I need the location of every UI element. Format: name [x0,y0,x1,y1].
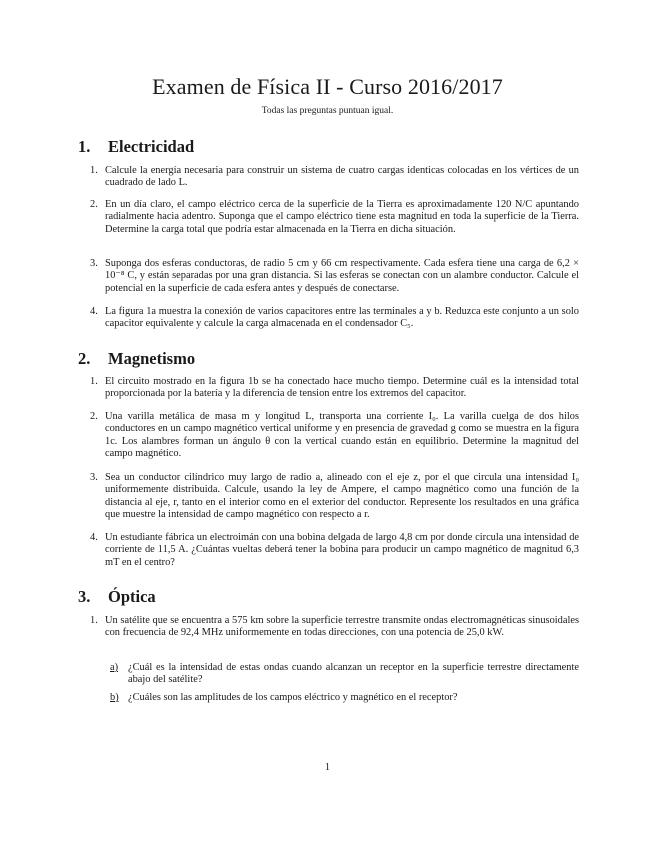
question-item [90,306,579,331]
question-item [90,376,579,401]
subquestion-item [110,692,579,704]
page-title: Examen de Física II - Curso 2016/2017 [152,74,503,99]
question-number: 1. [90,165,98,176]
question-item [90,258,579,295]
question-number: 1. [90,615,98,626]
question-number: 2. [90,411,98,422]
question-item [90,165,579,190]
page-subtitle: Todas las preguntas puntuan igual. [261,106,394,116]
section-title: Óptica [108,587,156,606]
question-number: 3. [90,258,98,269]
question-number: 2. [90,199,98,210]
section-number: 3. [78,587,91,606]
question-item [90,411,579,461]
question-text: Un estudiante fábrica un electroimán con una bobina delgada de largo 4,8 cm por donde circula una intensidad de corriente de 11,5 A. ¿Cuántas vueltas deberá tener la bobina para producir un campo magnético de magnitud 6,3 mT en el centro? [105,532,579,568]
question-text: Un satélite que se encuentra a 575 km sobre la superficie terrestre transmite ondas electromagnéticas sinusoidales con frecuencia de 92,4 MHz uniformemente en todas direcciones, con una potencia de 25,0 kW. [105,615,579,639]
question-number: 4. [90,306,98,317]
section-heading-magnetismo [78,349,195,369]
question-text: Suponga dos esferas conductoras, de radio 5 cm y 66 cm respectivamente. Cada esfera tiene una carga de 6,2 × 10⁻⁸ C, y están separadas por una gran distancia. Si las esferas se conectan con un alambre conductor. Calcule el potencial en la superficie de cada esfera antes y después de conectarse. [105,258,579,294]
question-item [90,615,579,640]
section-number: 2. [78,349,91,368]
subquestion-letter: a) [110,662,119,673]
question-text: Una varilla metálica de masa m y longitud L, transporta una corriente I₀. La varilla cuelga de dos hilos conductores en un campo magnético vertical uniforme y en presencia de gravedad g como se muestra en la figura 1c. Los alambres forman un ángulo θ con la vertical cuando están en equilibrio. Determine la magnitud del campo magnético. [105,411,579,460]
question-number: 3. [90,472,98,483]
section-heading-electricidad [78,137,194,157]
question-item [90,472,579,522]
question-text: Calcule la energía necesaria para construir un sistema de cuatro cargas identicas colocadas en los vértices de un cuadrado de lado L. [105,165,579,189]
section-title: Electricidad [108,137,195,156]
page-number: 1 [324,762,331,773]
subquestion-text: ¿Cuál es la intensidad de estas ondas cuando alcanzan un receptor en la superficie terrestre directamente abajo del satélite? [128,662,579,686]
question-number: 4. [90,532,98,543]
question-item [90,199,579,236]
question-item [90,532,579,569]
section-title: Magnetismo [108,349,196,368]
question-text: Sea un conductor cilíndrico muy largo de radio a, alineado con el eje z, por el que circula una intensidad I₀ uniformemente distribuida. Calcule, usando la ley de Ampere, el campo magnético como una función de la distancia al eje, r, tanto en el interior como en el exterior del conductor. Represente los resultados en una gráfica que muestre la intensidad de campo magnético con respecto a r. [105,472,579,521]
question-text: El circuito mostrado en la figura 1b se ha conectado hace mucho tiempo. Determine cuál es la intensidad total proporcionada por la batería y la diferencia de tension entre los extremos del capacitor. [105,376,579,400]
section-number: 1. [78,137,91,156]
question-text: La figura 1a muestra la conexión de varios capacitores entre las terminales a y b. Reduzca este conjunto a un solo capacitor equivalente y calcule la carga almacenada en el condensador C₅. [105,306,579,330]
section-heading-optica [78,587,156,607]
subquestion-letter: b) [110,692,119,703]
question-number: 1. [90,376,98,387]
subquestion-text: ¿Cuáles son las amplitudes de los campos eléctrico y magnético en el receptor? [128,692,458,703]
subquestion-item [110,662,579,687]
question-text: En un día claro, el campo eléctrico cerca de la superficie de la Tierra es aproximadamente 120 N/C apuntando radialmente hacia adentro. Suponga que el campo eléctrico tiene esta magnitud en toda la superficie de la Tierra. Determine la carga total que podría estar almacenada en la Tierra en dicha situación. [105,199,579,235]
